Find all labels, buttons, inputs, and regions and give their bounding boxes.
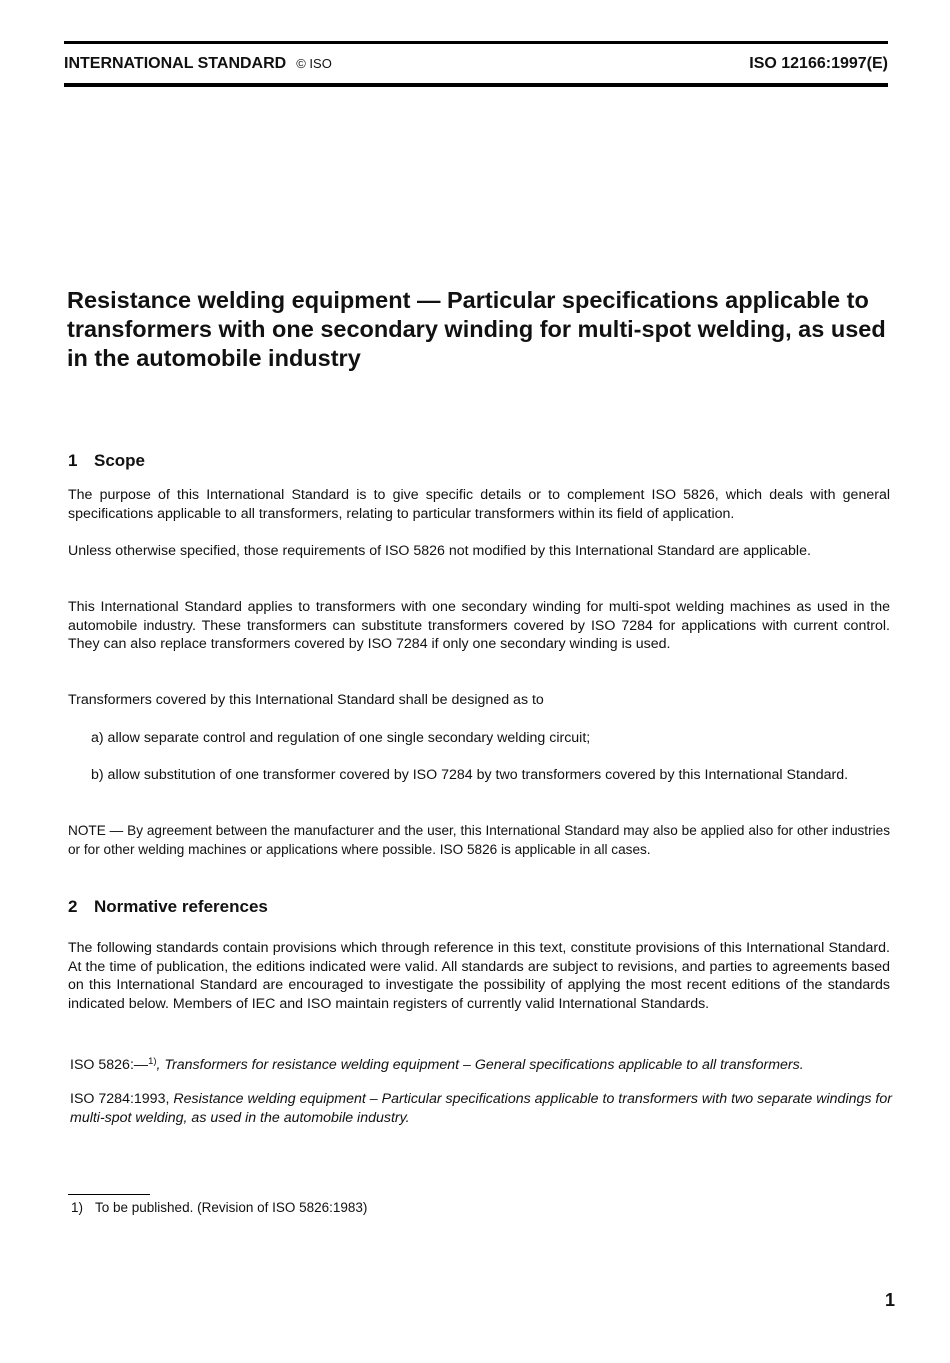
- scope-paragraph-4: Transformers covered by this International Standard shall be designed as to: [68, 692, 544, 708]
- section-scope-heading: [68, 451, 890, 471]
- scope-list-item-a: a) allow separate control and regulation of one single secondary welding circuit;: [91, 730, 591, 746]
- header-top-rule: [64, 41, 888, 44]
- reference-iso-7284: [70, 1090, 892, 1127]
- section-number: 1: [68, 451, 78, 470]
- scope-paragraph-2: Unless otherwise specified, those requirements of ISO 5826 not modified by this International Standard are applicable.: [68, 543, 811, 559]
- section-title: Scope: [94, 451, 146, 470]
- footnote-marker: 1): [148, 1056, 157, 1067]
- section-normative-heading: [68, 897, 890, 917]
- header-bottom-rule: [64, 83, 888, 87]
- section-title: Normative references: [94, 897, 268, 916]
- footnote-number: 1): [71, 1200, 84, 1215]
- reference-title: Resistance welding equipment – Particular specifications applicable to transformers with two separate windings for multi-spot welding, as used in the automobile industry.: [70, 1091, 892, 1126]
- header-standard-type: INTERNATIONAL STANDARD: [64, 55, 287, 72]
- scope-paragraph-1: The purpose of this International Standard is to give specific details or to complement ISO 5826, which deals with general specifications applicable to all transformers, relating to particular transformers within its field of application.: [68, 487, 890, 522]
- header-copyright: © ISO: [296, 56, 332, 71]
- page-number: 1: [884, 1290, 895, 1310]
- reference-code: ISO 5826:—: [70, 1057, 149, 1073]
- section-number: 2: [68, 897, 78, 916]
- document-title: Resistance welding equipment — Particular specifications applicable to transformers with one secondary winding for multi-spot welding, as used in the automobile industry: [67, 287, 886, 371]
- footnote-rule: [68, 1194, 150, 1195]
- reference-iso-5826: [70, 1053, 892, 1075]
- normative-paragraph: The following standards contain provisions which through reference in this text, constitute provisions of this International Standard. At the time of publication, the editions indicated were valid. All standards are subject to revisions, and parties to agreements based on this International Standard are encouraged to investigate the possibility of applying the most recent editions of the standards indicated below. Members of IEC and ISO maintain registers of currently valid International Standards.: [68, 940, 890, 1012]
- header-left: [64, 55, 332, 73]
- scope-paragraph-3: This International Standard applies to transformers with one secondary winding for multi-spot welding machines as used in the automobile industry. These transformers can substitute transformers covered by ISO 7284 for applications with current control. They can also replace transformers covered by ISO 7284 if only one secondary winding is used.: [68, 599, 890, 653]
- reference-code: ISO 7284:1993,: [70, 1091, 174, 1107]
- scope-note: NOTE — By agreement between the manufacturer and the user, this International Standard may also be applied also for other industries or for other welding machines or applications where possible. ISO 5826 is applicable in all cases.: [68, 823, 890, 857]
- footnote-text: To be published. (Revision of ISO 5826:1983): [95, 1200, 368, 1215]
- scope-list-item-b: b) allow substitution of one transformer covered by ISO 7284 by two transformers covered by this International Standard.: [91, 767, 849, 783]
- header-standard-number: ISO 12166:1997(E): [749, 55, 888, 72]
- reference-title: , Transformers for resistance welding equipment – General specifications applicable to all transformers.: [156, 1057, 804, 1073]
- footnote: [71, 1200, 367, 1215]
